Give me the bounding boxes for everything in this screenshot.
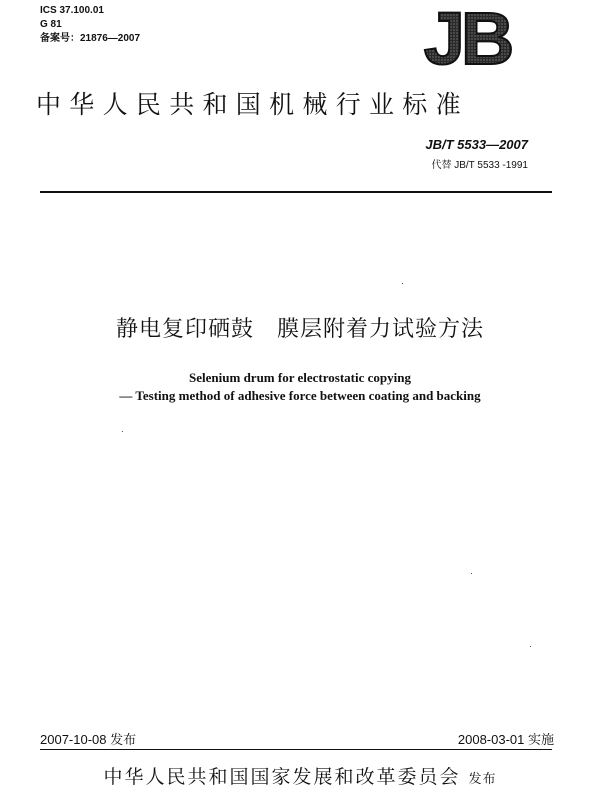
scan-speck [122, 431, 123, 432]
replaces-standard: 代替 JB/T 5533 -1991 [431, 160, 528, 171]
document-title-cn: 静电复印硒鼓 膜层附着力试验方法 [115, 317, 484, 342]
document-title-en-line1: Selenium drum for electrostatic copying [189, 370, 411, 385]
scan-speck [530, 646, 531, 647]
jb-logo [408, 8, 526, 70]
publisher [0, 762, 600, 789]
implementation-date: 2008-03-01 实施 [457, 732, 554, 747]
standard-title: 中华人民共和国机械行业标准 [36, 90, 469, 119]
record-number: 备案号：21876—2007 [40, 33, 141, 44]
publisher-name: 中华人民共和国国家发展和改革委员会 [103, 766, 461, 788]
header-codes [40, 4, 140, 46]
logo-text: JB [423, 8, 511, 70]
issue-date: 2007-10-08 发布 [40, 732, 137, 747]
footer-divider [40, 749, 552, 750]
scan-speck [471, 573, 472, 574]
scan-speck [402, 283, 403, 284]
standard-number: JB/T 5533—2007 [425, 137, 528, 152]
category-code: G 81 [40, 19, 62, 30]
ics-code: ICS 37.100.01 [40, 5, 104, 16]
document-title-en-line2: — Testing method of adhesive force between coating and backing [119, 388, 481, 403]
header-divider [40, 191, 552, 193]
publisher-action: 发布 [468, 772, 497, 787]
